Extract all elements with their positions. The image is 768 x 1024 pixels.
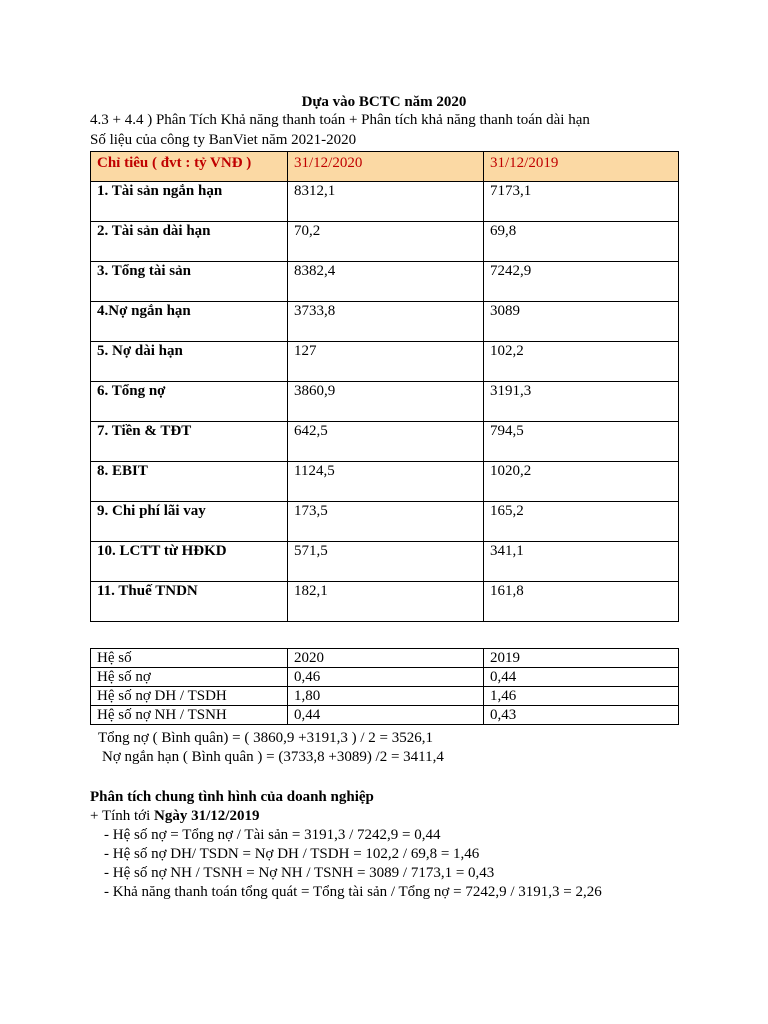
row-label: 6. Tổng nợ bbox=[91, 382, 288, 422]
value-2020: 642,5 bbox=[288, 422, 484, 462]
table-row bbox=[91, 262, 679, 302]
row-label: Hệ số nợ bbox=[91, 668, 288, 687]
header-cell: 2020 bbox=[288, 649, 484, 668]
row-label: 4.Nợ ngắn hạn bbox=[91, 302, 288, 342]
analysis-date-line bbox=[90, 808, 259, 825]
ratio-header-row bbox=[91, 649, 679, 668]
table-row bbox=[91, 706, 679, 725]
value-2020: 0,44 bbox=[288, 706, 484, 725]
row-label: Hệ số nợ NH / TSNH bbox=[91, 706, 288, 725]
row-label: 11. Thuế TNDN bbox=[91, 582, 288, 622]
table-row bbox=[91, 668, 679, 687]
value-2020: 8382,4 bbox=[288, 262, 484, 302]
table-row bbox=[91, 222, 679, 262]
value-2019: 1020,2 bbox=[484, 462, 679, 502]
value-2020: 127 bbox=[288, 342, 484, 382]
subtitle-company: Số liệu của công ty BanViet năm 2021-2020 bbox=[90, 132, 357, 148]
value-2020: 173,5 bbox=[288, 502, 484, 542]
value-2020: 3733,8 bbox=[288, 302, 484, 342]
row-label: 3. Tổng tài sản bbox=[91, 262, 288, 302]
value-2020: 182,1 bbox=[288, 582, 484, 622]
table-row bbox=[91, 182, 679, 222]
value-2019: 0,44 bbox=[484, 668, 679, 687]
table-row bbox=[91, 687, 679, 706]
table-row bbox=[91, 582, 679, 622]
table-row bbox=[91, 422, 679, 462]
analysis-heading: Phân tích chung tình hình của doanh nghiệp bbox=[90, 789, 374, 805]
header-cell: 31/12/2019 bbox=[484, 152, 679, 182]
table-header-row bbox=[91, 152, 679, 182]
value-2020: 8312,1 bbox=[288, 182, 484, 222]
value-2019: 1,46 bbox=[484, 687, 679, 706]
balance-sheet-table bbox=[90, 151, 679, 622]
header-cell: 2019 bbox=[484, 649, 679, 668]
analysis-item: - Hệ số nợ NH / TSNH = Nợ NH / TSNH = 3089 / 7173,1 = 0,43 bbox=[104, 865, 495, 881]
value-2019: 102,2 bbox=[484, 342, 679, 382]
avg-short-debt-line: Nợ ngắn hạn ( Bình quân ) = (3733,8 +3089) /2 = 3411,4 bbox=[102, 749, 444, 765]
value-2019: 0,43 bbox=[484, 706, 679, 725]
value-2020: 0,46 bbox=[288, 668, 484, 687]
row-label: 2. Tài sản dài hạn bbox=[91, 222, 288, 262]
table-row bbox=[91, 342, 679, 382]
row-label: 8. EBIT bbox=[91, 462, 288, 502]
document-title: Dựa vào BCTC năm 2020 bbox=[301, 94, 467, 110]
analysis-item: - Khả năng thanh toán tổng quát = Tổng tài sản / Tổng nợ = 7242,9 / 3191,3 = 2,26 bbox=[104, 884, 602, 900]
row-label: 5. Nợ dài hạn bbox=[91, 342, 288, 382]
analysis-item: - Hệ số nợ DH/ TSDN = Nợ DH / TSDH = 102,2 / 69,8 = 1,46 bbox=[104, 846, 480, 862]
table-row bbox=[91, 502, 679, 542]
value-2019: 794,5 bbox=[484, 422, 679, 462]
value-2019: 165,2 bbox=[484, 502, 679, 542]
value-2020: 571,5 bbox=[288, 542, 484, 582]
row-label: 1. Tài sản ngắn hạn bbox=[91, 182, 288, 222]
value-2019: 3191,3 bbox=[484, 382, 679, 422]
header-cell: Chỉ tiêu ( đvt : tỷ VNĐ ) bbox=[91, 152, 288, 182]
value-2020: 1,80 bbox=[288, 687, 484, 706]
value-2019: 7242,9 bbox=[484, 262, 679, 302]
header-cell: 31/12/2020 bbox=[288, 152, 484, 182]
header-cell: Hệ số bbox=[91, 649, 288, 668]
subtitle-analysis: 4.3 + 4.4 ) Phân Tích Khả năng thanh toán + Phân tích khả năng thanh toán dài hạn bbox=[90, 112, 590, 128]
date-prefix: + Tính tới bbox=[90, 808, 155, 824]
value-2020: 70,2 bbox=[288, 222, 484, 262]
table-row bbox=[91, 542, 679, 582]
table-row bbox=[91, 302, 679, 342]
table-row bbox=[91, 382, 679, 422]
ratio-table bbox=[90, 648, 679, 725]
avg-total-debt-line: Tổng nợ ( Bình quân) = ( 3860,9 +3191,3 ) / 2 = 3526,1 bbox=[98, 730, 433, 746]
row-label: 7. Tiền & TĐT bbox=[91, 422, 288, 462]
value-2019: 7173,1 bbox=[484, 182, 679, 222]
value-2020: 1124,5 bbox=[288, 462, 484, 502]
row-label: 10. LCTT từ HĐKD bbox=[91, 542, 288, 582]
table-row bbox=[91, 462, 679, 502]
row-label: 9. Chi phí lãi vay bbox=[91, 502, 288, 542]
value-2020: 3860,9 bbox=[288, 382, 484, 422]
value-2019: 341,1 bbox=[484, 542, 679, 582]
value-2019: 3089 bbox=[484, 302, 679, 342]
row-label: Hệ số nợ DH / TSDH bbox=[91, 687, 288, 706]
analysis-item: - Hệ số nợ = Tổng nợ / Tài sản = 3191,3 / 7242,9 = 0,44 bbox=[104, 827, 441, 843]
date-value: Ngày 31/12/2019 bbox=[154, 808, 260, 824]
value-2019: 69,8 bbox=[484, 222, 679, 262]
value-2019: 161,8 bbox=[484, 582, 679, 622]
